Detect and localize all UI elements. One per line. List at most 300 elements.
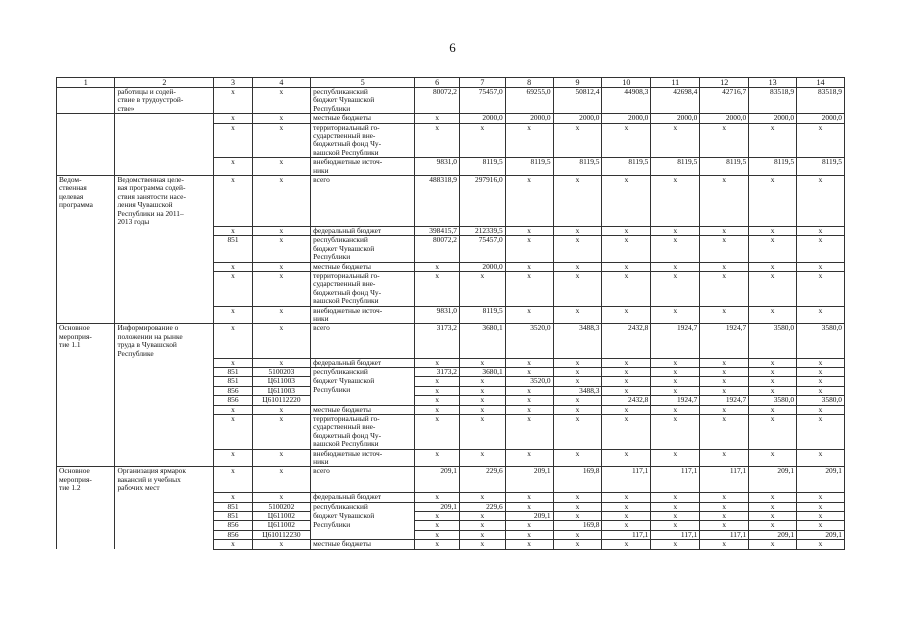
year-value-cell: 8119,5: [651, 158, 700, 176]
year-value-cell: 3580,0: [749, 396, 797, 405]
column-number: 1: [57, 78, 115, 88]
year-value-cell: x: [749, 415, 797, 450]
funding-source-cell: федеральный бюджет: [311, 358, 415, 367]
year-value-cell: x: [415, 396, 460, 405]
year-value-cell: x: [651, 493, 700, 502]
budget-code-cell: x: [252, 493, 310, 502]
year-value-cell: x: [505, 227, 553, 236]
budget-code-cell: x: [252, 449, 310, 467]
column-number: 8: [505, 78, 553, 88]
budget-code-cell: Ц610112220: [252, 396, 310, 405]
status-cell: [57, 227, 115, 236]
column-number: 12: [700, 78, 749, 88]
year-value-cell: x: [700, 123, 749, 158]
year-value-cell: x: [651, 227, 700, 236]
year-value-cell: 3520,0: [505, 377, 553, 386]
year-value-cell: x: [553, 405, 602, 414]
status-cell: [57, 114, 115, 123]
table-row: [57, 272, 845, 307]
program-name-cell: [115, 396, 214, 405]
year-value-cell: x: [553, 502, 602, 511]
year-value-cell: x: [553, 227, 602, 236]
year-value-cell: x: [797, 272, 845, 307]
budget-code-cell: x: [252, 114, 310, 123]
funding-source-cell: Республики: [311, 521, 415, 530]
status-cell: [57, 262, 115, 271]
year-value-cell: x: [749, 358, 797, 367]
year-value-cell: x: [505, 306, 553, 324]
table-row: [57, 540, 845, 549]
year-value-cell: x: [700, 493, 749, 502]
year-value-cell: 3580,0: [797, 396, 845, 405]
year-value-cell: 50812,4: [553, 88, 602, 114]
year-value-cell: x: [460, 123, 506, 158]
year-value-cell: x: [700, 386, 749, 395]
program-name-cell: [115, 262, 214, 271]
year-value-cell: x: [749, 236, 797, 262]
year-value-cell: x: [651, 272, 700, 307]
year-value-cell: x: [602, 377, 651, 386]
year-value-cell: x: [602, 540, 651, 549]
year-value-cell: x: [553, 530, 602, 539]
year-value-cell: x: [415, 415, 460, 450]
year-value-cell: x: [415, 521, 460, 530]
table-row: [57, 512, 845, 521]
year-value-cell: x: [651, 386, 700, 395]
program-name-cell: работицы и содей- ствие в трудоустрой- стве»: [115, 88, 214, 114]
year-value-cell: x: [602, 358, 651, 367]
year-value-cell: x: [797, 306, 845, 324]
year-value-cell: x: [700, 368, 749, 377]
year-value-cell: 117,1: [700, 467, 749, 493]
year-value-cell: x: [505, 530, 553, 539]
year-value-cell: 488318,9: [415, 176, 460, 227]
year-value-cell: x: [553, 358, 602, 367]
year-value-cell: 117,1: [602, 467, 651, 493]
year-value-cell: 117,1: [651, 530, 700, 539]
grbs-code-cell: 851: [214, 512, 252, 521]
year-value-cell: x: [602, 493, 651, 502]
year-value-cell: 229,6: [460, 502, 506, 511]
budget-code-cell: 5100202: [252, 502, 310, 511]
year-value-cell: 2000,0: [602, 114, 651, 123]
year-value-cell: x: [602, 262, 651, 271]
table-row: [57, 306, 845, 324]
year-value-cell: x: [460, 493, 506, 502]
program-name-cell: [115, 358, 214, 367]
funding-source-cell: территориальный го- сударственный вне- бюджетный фонд Чу- вашской Республики: [311, 272, 415, 307]
year-value-cell: x: [460, 540, 506, 549]
budget-code-cell: x: [252, 262, 310, 271]
year-value-cell: x: [505, 236, 553, 262]
year-value-cell: 2000,0: [651, 114, 700, 123]
program-name-cell: [115, 415, 214, 450]
year-value-cell: x: [553, 176, 602, 227]
year-value-cell: x: [602, 176, 651, 227]
grbs-code-cell: x: [214, 158, 252, 176]
year-value-cell: x: [651, 262, 700, 271]
year-value-cell: 3680,1: [460, 324, 506, 358]
grbs-code-cell: x: [214, 449, 252, 467]
year-value-cell: 2000,0: [553, 114, 602, 123]
table-row: [57, 493, 845, 502]
status-cell: [57, 123, 115, 158]
table-row: [57, 415, 845, 450]
year-value-cell: 9831,0: [415, 306, 460, 324]
program-name-cell: [115, 272, 214, 307]
grbs-code-cell: x: [214, 540, 252, 549]
budget-code-cell: x: [252, 236, 310, 262]
year-value-cell: x: [505, 176, 553, 227]
year-value-cell: x: [505, 405, 553, 414]
year-value-cell: 8119,5: [553, 158, 602, 176]
year-value-cell: 1924,7: [700, 396, 749, 405]
year-value-cell: 2000,0: [460, 114, 506, 123]
year-value-cell: 3173,2: [415, 368, 460, 377]
status-cell: [57, 306, 115, 324]
year-value-cell: 209,1: [797, 467, 845, 493]
status-cell: [57, 405, 115, 414]
funding-source-cell: внебюджетные источ- ники: [311, 449, 415, 467]
year-value-cell: x: [797, 368, 845, 377]
funding-source-cell: республиканский: [311, 368, 415, 377]
table-row: [57, 377, 845, 386]
grbs-code-cell: 851: [214, 377, 252, 386]
program-name-cell: [115, 368, 214, 377]
funding-source-cell: республиканский: [311, 502, 415, 511]
status-cell: Ведом- ственная целевая программа: [57, 176, 115, 227]
year-value-cell: x: [651, 123, 700, 158]
grbs-code-cell: x: [214, 405, 252, 414]
status-cell: [57, 512, 115, 521]
year-value-cell: 117,1: [602, 530, 651, 539]
program-name-cell: [115, 123, 214, 158]
year-value-cell: 8119,5: [749, 158, 797, 176]
year-value-cell: x: [749, 377, 797, 386]
budget-code-cell: x: [252, 227, 310, 236]
year-value-cell: x: [700, 262, 749, 271]
year-value-cell: x: [749, 262, 797, 271]
year-value-cell: x: [797, 358, 845, 367]
year-value-cell: x: [797, 493, 845, 502]
funding-source-cell: внебюджетные источ- ники: [311, 158, 415, 176]
year-value-cell: x: [651, 176, 700, 227]
program-name-cell: [115, 449, 214, 467]
year-value-cell: x: [700, 358, 749, 367]
table-row: [57, 236, 845, 262]
year-value-cell: 209,1: [505, 467, 553, 493]
year-value-cell: x: [797, 415, 845, 450]
year-value-cell: x: [505, 415, 553, 450]
year-value-cell: 3580,0: [797, 324, 845, 358]
budget-code-cell: x: [252, 272, 310, 307]
year-value-cell: 44908,3: [602, 88, 651, 114]
year-value-cell: x: [415, 123, 460, 158]
year-value-cell: x: [797, 521, 845, 530]
program-name-cell: [115, 512, 214, 521]
year-value-cell: x: [749, 306, 797, 324]
budget-code-cell: Ц610112230: [252, 530, 310, 539]
status-cell: [57, 368, 115, 377]
column-number: 14: [797, 78, 845, 88]
year-value-cell: x: [553, 415, 602, 450]
column-number: 13: [749, 78, 797, 88]
year-value-cell: x: [602, 306, 651, 324]
program-name-cell: [115, 386, 214, 395]
funding-source-cell: всего: [311, 467, 415, 493]
year-value-cell: x: [460, 272, 506, 307]
grbs-code-cell: x: [214, 272, 252, 307]
program-name-cell: [115, 530, 214, 539]
year-value-cell: x: [460, 449, 506, 467]
status-cell: [57, 377, 115, 386]
year-value-cell: x: [505, 272, 553, 307]
budget-code-cell: Ц611003: [252, 377, 310, 386]
year-value-cell: 209,1: [415, 467, 460, 493]
year-value-cell: 209,1: [505, 512, 553, 521]
year-value-cell: x: [651, 502, 700, 511]
funding-source-cell: местные бюджеты: [311, 540, 415, 549]
year-value-cell: x: [553, 377, 602, 386]
year-value-cell: x: [700, 449, 749, 467]
year-value-cell: x: [505, 386, 553, 395]
year-value-cell: x: [505, 358, 553, 367]
grbs-code-cell: x: [214, 358, 252, 367]
program-name-cell: [115, 158, 214, 176]
status-cell: [57, 415, 115, 450]
year-value-cell: x: [553, 540, 602, 549]
budget-code-cell: x: [252, 306, 310, 324]
column-number: 6: [415, 78, 460, 88]
year-value-cell: x: [797, 236, 845, 262]
budget-code-cell: x: [252, 324, 310, 358]
funding-source-cell: местные бюджеты: [311, 114, 415, 123]
year-value-cell: x: [415, 512, 460, 521]
year-value-cell: x: [460, 530, 506, 539]
year-value-cell: x: [602, 512, 651, 521]
year-value-cell: 2432,8: [602, 324, 651, 358]
year-value-cell: 69255,0: [505, 88, 553, 114]
table-row: [57, 386, 845, 395]
year-value-cell: 1924,7: [651, 396, 700, 405]
program-name-cell: [115, 377, 214, 386]
year-value-cell: 8119,5: [797, 158, 845, 176]
year-value-cell: x: [602, 415, 651, 450]
grbs-code-cell: x: [214, 262, 252, 271]
program-name-cell: [115, 236, 214, 262]
column-number: 2: [115, 78, 214, 88]
year-value-cell: 209,1: [797, 530, 845, 539]
table-row: [57, 358, 845, 367]
year-value-cell: x: [700, 272, 749, 307]
year-value-cell: x: [415, 405, 460, 414]
year-value-cell: x: [553, 396, 602, 405]
year-value-cell: x: [602, 449, 651, 467]
column-number: 11: [651, 78, 700, 88]
column-number-row: [57, 78, 845, 88]
year-value-cell: x: [797, 386, 845, 395]
column-number: 4: [252, 78, 310, 88]
year-value-cell: 169,8: [553, 467, 602, 493]
column-number: 9: [553, 78, 602, 88]
funding-source-cell: федеральный бюджет: [311, 227, 415, 236]
year-value-cell: x: [700, 227, 749, 236]
year-value-cell: x: [651, 368, 700, 377]
year-value-cell: x: [602, 502, 651, 511]
program-name-cell: [115, 540, 214, 549]
year-value-cell: 83518,9: [749, 88, 797, 114]
status-cell: [57, 358, 115, 367]
budget-code-cell: Ц611002: [252, 512, 310, 521]
status-cell: [57, 386, 115, 395]
table-row: [57, 324, 845, 358]
year-value-cell: x: [460, 405, 506, 414]
grbs-code-cell: x: [214, 493, 252, 502]
grbs-code-cell: 851: [214, 368, 252, 377]
status-cell: [57, 88, 115, 114]
program-name-cell: [115, 493, 214, 502]
year-value-cell: x: [749, 493, 797, 502]
budget-code-cell: Ц611002: [252, 521, 310, 530]
table-row: [57, 396, 845, 405]
year-value-cell: x: [797, 449, 845, 467]
year-value-cell: 3580,0: [749, 324, 797, 358]
table-row: [57, 502, 845, 511]
year-value-cell: x: [749, 386, 797, 395]
year-value-cell: x: [553, 272, 602, 307]
year-value-cell: x: [415, 449, 460, 467]
program-name-cell: [115, 114, 214, 123]
year-value-cell: x: [651, 405, 700, 414]
year-value-cell: x: [415, 377, 460, 386]
year-value-cell: x: [700, 415, 749, 450]
grbs-code-cell: x: [214, 176, 252, 227]
year-value-cell: 42698,4: [651, 88, 700, 114]
budget-code-cell: 5100203: [252, 368, 310, 377]
funding-source-cell: бюджет Чувашской: [311, 377, 415, 386]
year-value-cell: 2000,0: [460, 262, 506, 271]
grbs-code-cell: x: [214, 114, 252, 123]
year-value-cell: x: [797, 377, 845, 386]
funding-source-cell: республиканский бюджет Чувашской Республики: [311, 88, 415, 114]
funding-source-cell: внебюджетные источ- ники: [311, 306, 415, 324]
grbs-code-cell: 856: [214, 530, 252, 539]
program-name-cell: [115, 502, 214, 511]
year-value-cell: 2432,8: [602, 396, 651, 405]
year-value-cell: x: [651, 358, 700, 367]
year-value-cell: x: [749, 176, 797, 227]
year-value-cell: 2000,0: [700, 114, 749, 123]
year-value-cell: 83518,9: [797, 88, 845, 114]
table-row: [57, 227, 845, 236]
budget-code-cell: x: [252, 176, 310, 227]
year-value-cell: 8119,5: [505, 158, 553, 176]
budget-code-cell: x: [252, 123, 310, 158]
year-value-cell: x: [553, 262, 602, 271]
year-value-cell: 75457,0: [460, 88, 506, 114]
year-value-cell: x: [749, 272, 797, 307]
year-value-cell: 42716,7: [700, 88, 749, 114]
column-number: 7: [460, 78, 506, 88]
year-value-cell: x: [651, 377, 700, 386]
grbs-code-cell: x: [214, 415, 252, 450]
year-value-cell: 3488,3: [553, 386, 602, 395]
year-value-cell: x: [700, 176, 749, 227]
program-name-cell: Информирование о положении на рынке труда в Чувашской Республике: [115, 324, 214, 358]
year-value-cell: x: [700, 521, 749, 530]
year-value-cell: x: [700, 405, 749, 414]
grbs-code-cell: x: [214, 324, 252, 358]
year-value-cell: x: [415, 530, 460, 539]
year-value-cell: x: [749, 540, 797, 549]
year-value-cell: 3488,3: [553, 324, 602, 358]
year-value-cell: x: [700, 512, 749, 521]
program-name-cell: [115, 405, 214, 414]
grbs-code-cell: x: [214, 123, 252, 158]
grbs-code-cell: x: [214, 306, 252, 324]
year-value-cell: 117,1: [700, 530, 749, 539]
table-row: [57, 176, 845, 227]
year-value-cell: x: [460, 415, 506, 450]
year-value-cell: x: [415, 540, 460, 549]
budget-code-cell: x: [252, 358, 310, 367]
year-value-cell: x: [700, 377, 749, 386]
year-value-cell: x: [797, 176, 845, 227]
funding-source-cell: местные бюджеты: [311, 262, 415, 271]
status-cell: Основное мероприя- тие 1.1: [57, 324, 115, 358]
funding-source-cell: всего: [311, 176, 415, 227]
year-value-cell: x: [415, 386, 460, 395]
year-value-cell: x: [460, 358, 506, 367]
year-value-cell: x: [651, 449, 700, 467]
year-value-cell: x: [460, 512, 506, 521]
grbs-code-cell: x: [214, 88, 252, 114]
year-value-cell: x: [505, 502, 553, 511]
year-value-cell: 2000,0: [797, 114, 845, 123]
year-value-cell: 209,1: [749, 467, 797, 493]
column-number: 3: [214, 78, 252, 88]
budget-table: [56, 77, 845, 550]
year-value-cell: x: [553, 493, 602, 502]
year-value-cell: x: [797, 512, 845, 521]
year-value-cell: x: [602, 227, 651, 236]
program-name-cell: Организация ярмарок вакансий и учебных рабочих мест: [115, 467, 214, 493]
status-cell: [57, 540, 115, 549]
table-row: [57, 405, 845, 414]
budget-code-cell: Ц611003: [252, 386, 310, 395]
year-value-cell: 1924,7: [700, 324, 749, 358]
grbs-code-cell: 856: [214, 386, 252, 395]
status-cell: [57, 236, 115, 262]
funding-source-cell: всего: [311, 324, 415, 358]
grbs-code-cell: x: [214, 467, 252, 493]
year-value-cell: x: [415, 114, 460, 123]
year-value-cell: x: [602, 521, 651, 530]
year-value-cell: x: [651, 540, 700, 549]
year-value-cell: x: [553, 306, 602, 324]
year-value-cell: x: [700, 306, 749, 324]
funding-source-cell: территориальный го- сударственный вне- бюджетный фонд Чу- вашской Республики: [311, 123, 415, 158]
year-value-cell: x: [505, 449, 553, 467]
year-value-cell: 3173,2: [415, 324, 460, 358]
year-value-cell: x: [700, 540, 749, 549]
table-row: [57, 467, 845, 493]
year-value-cell: 212339,5: [460, 227, 506, 236]
year-value-cell: x: [797, 227, 845, 236]
year-value-cell: x: [460, 396, 506, 405]
year-value-cell: x: [700, 502, 749, 511]
budget-code-cell: x: [252, 158, 310, 176]
